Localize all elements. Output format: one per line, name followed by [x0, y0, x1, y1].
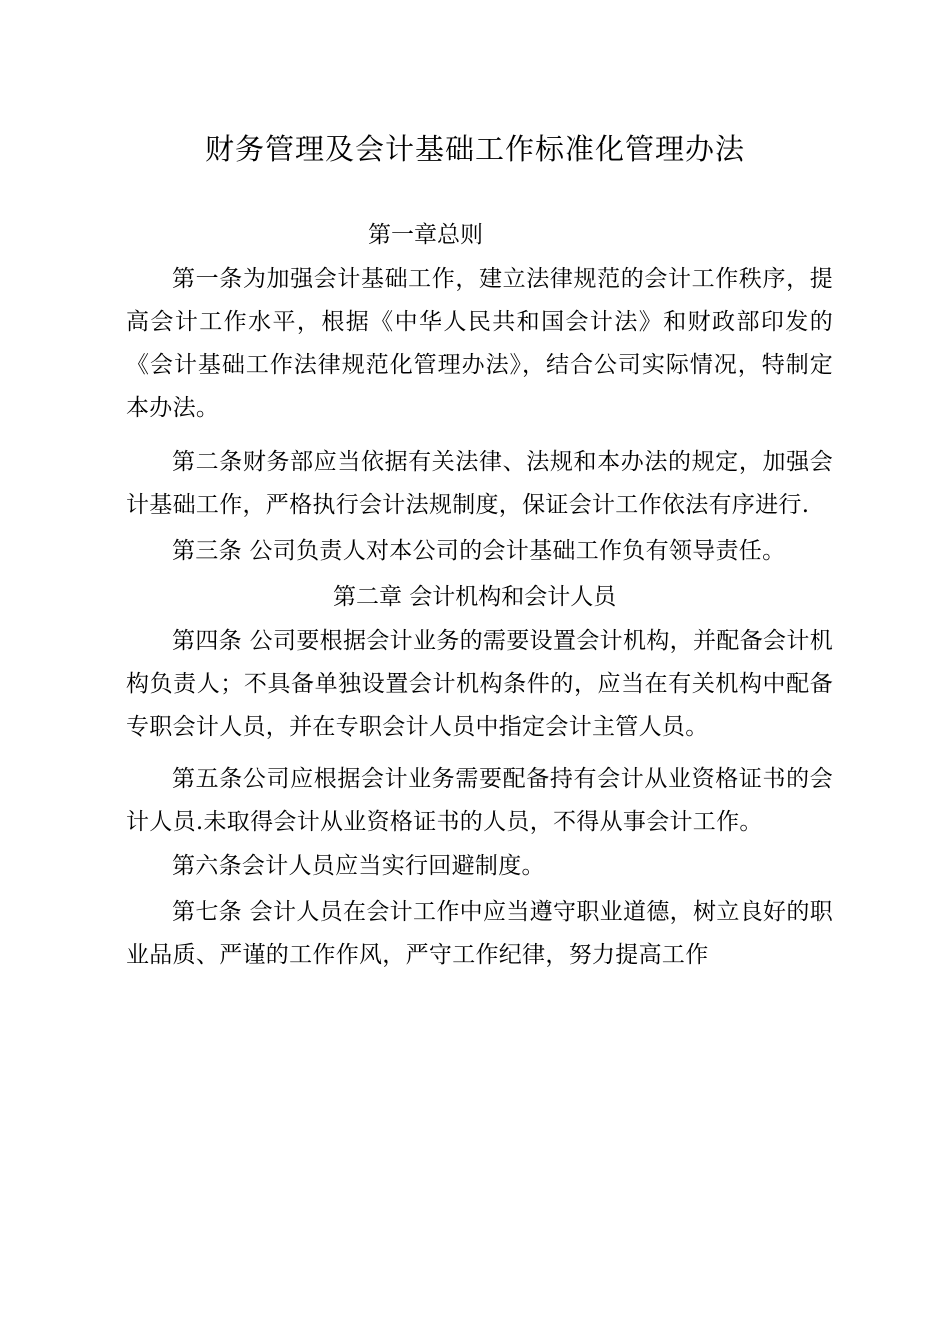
- article-7: 第七条 会计人员在会计工作中应当遵守职业道德，树立良好的职业品质、严谨的工作作风，严守工作纪律，努力提高工作: [126, 899, 833, 968]
- chapter-1-heading: 第一章总则: [368, 222, 483, 248]
- article-6: 第六条会计人员应当实行回避制度。: [172, 853, 545, 879]
- article-3: 第三条 公司负责人对本公司的会计基础工作负有领导责任。: [172, 538, 786, 564]
- article-1: 第一条为加强会计基础工作，建立法律规范的会计工作秩序，提高会计工作水平，根据《中华人民共和国会计法》和财政部印发的《会计基础工作法律规范化管理办法》，结合公司实际情况，特制定本办法。: [126, 266, 833, 421]
- article-4: 第四条 公司要根据会计业务的需要设置会计机构，并配备会计机构负责人；不具备单独设置会计机构条件的，应当在有关机构中配备专职会计人员，并在专职会计人员中指定会计主管人员。: [126, 628, 833, 740]
- article-5: 第五条公司应根据会计业务需要配备持有会计从业资格证书的会计人员.未取得会计从业资格证书的人员，不得从事会计工作。: [126, 766, 833, 835]
- document-title: 财务管理及会计基础工作标准化管理办法: [204, 132, 745, 166]
- article-2: 第二条财务部应当依据有关法律、法规和本办法的规定，加强会计基础工作，严格执行会计法规制度，保证会计工作依法有序进行.: [126, 449, 833, 518]
- chapter-2-heading: 第二章 会计机构和会计人员: [333, 584, 617, 610]
